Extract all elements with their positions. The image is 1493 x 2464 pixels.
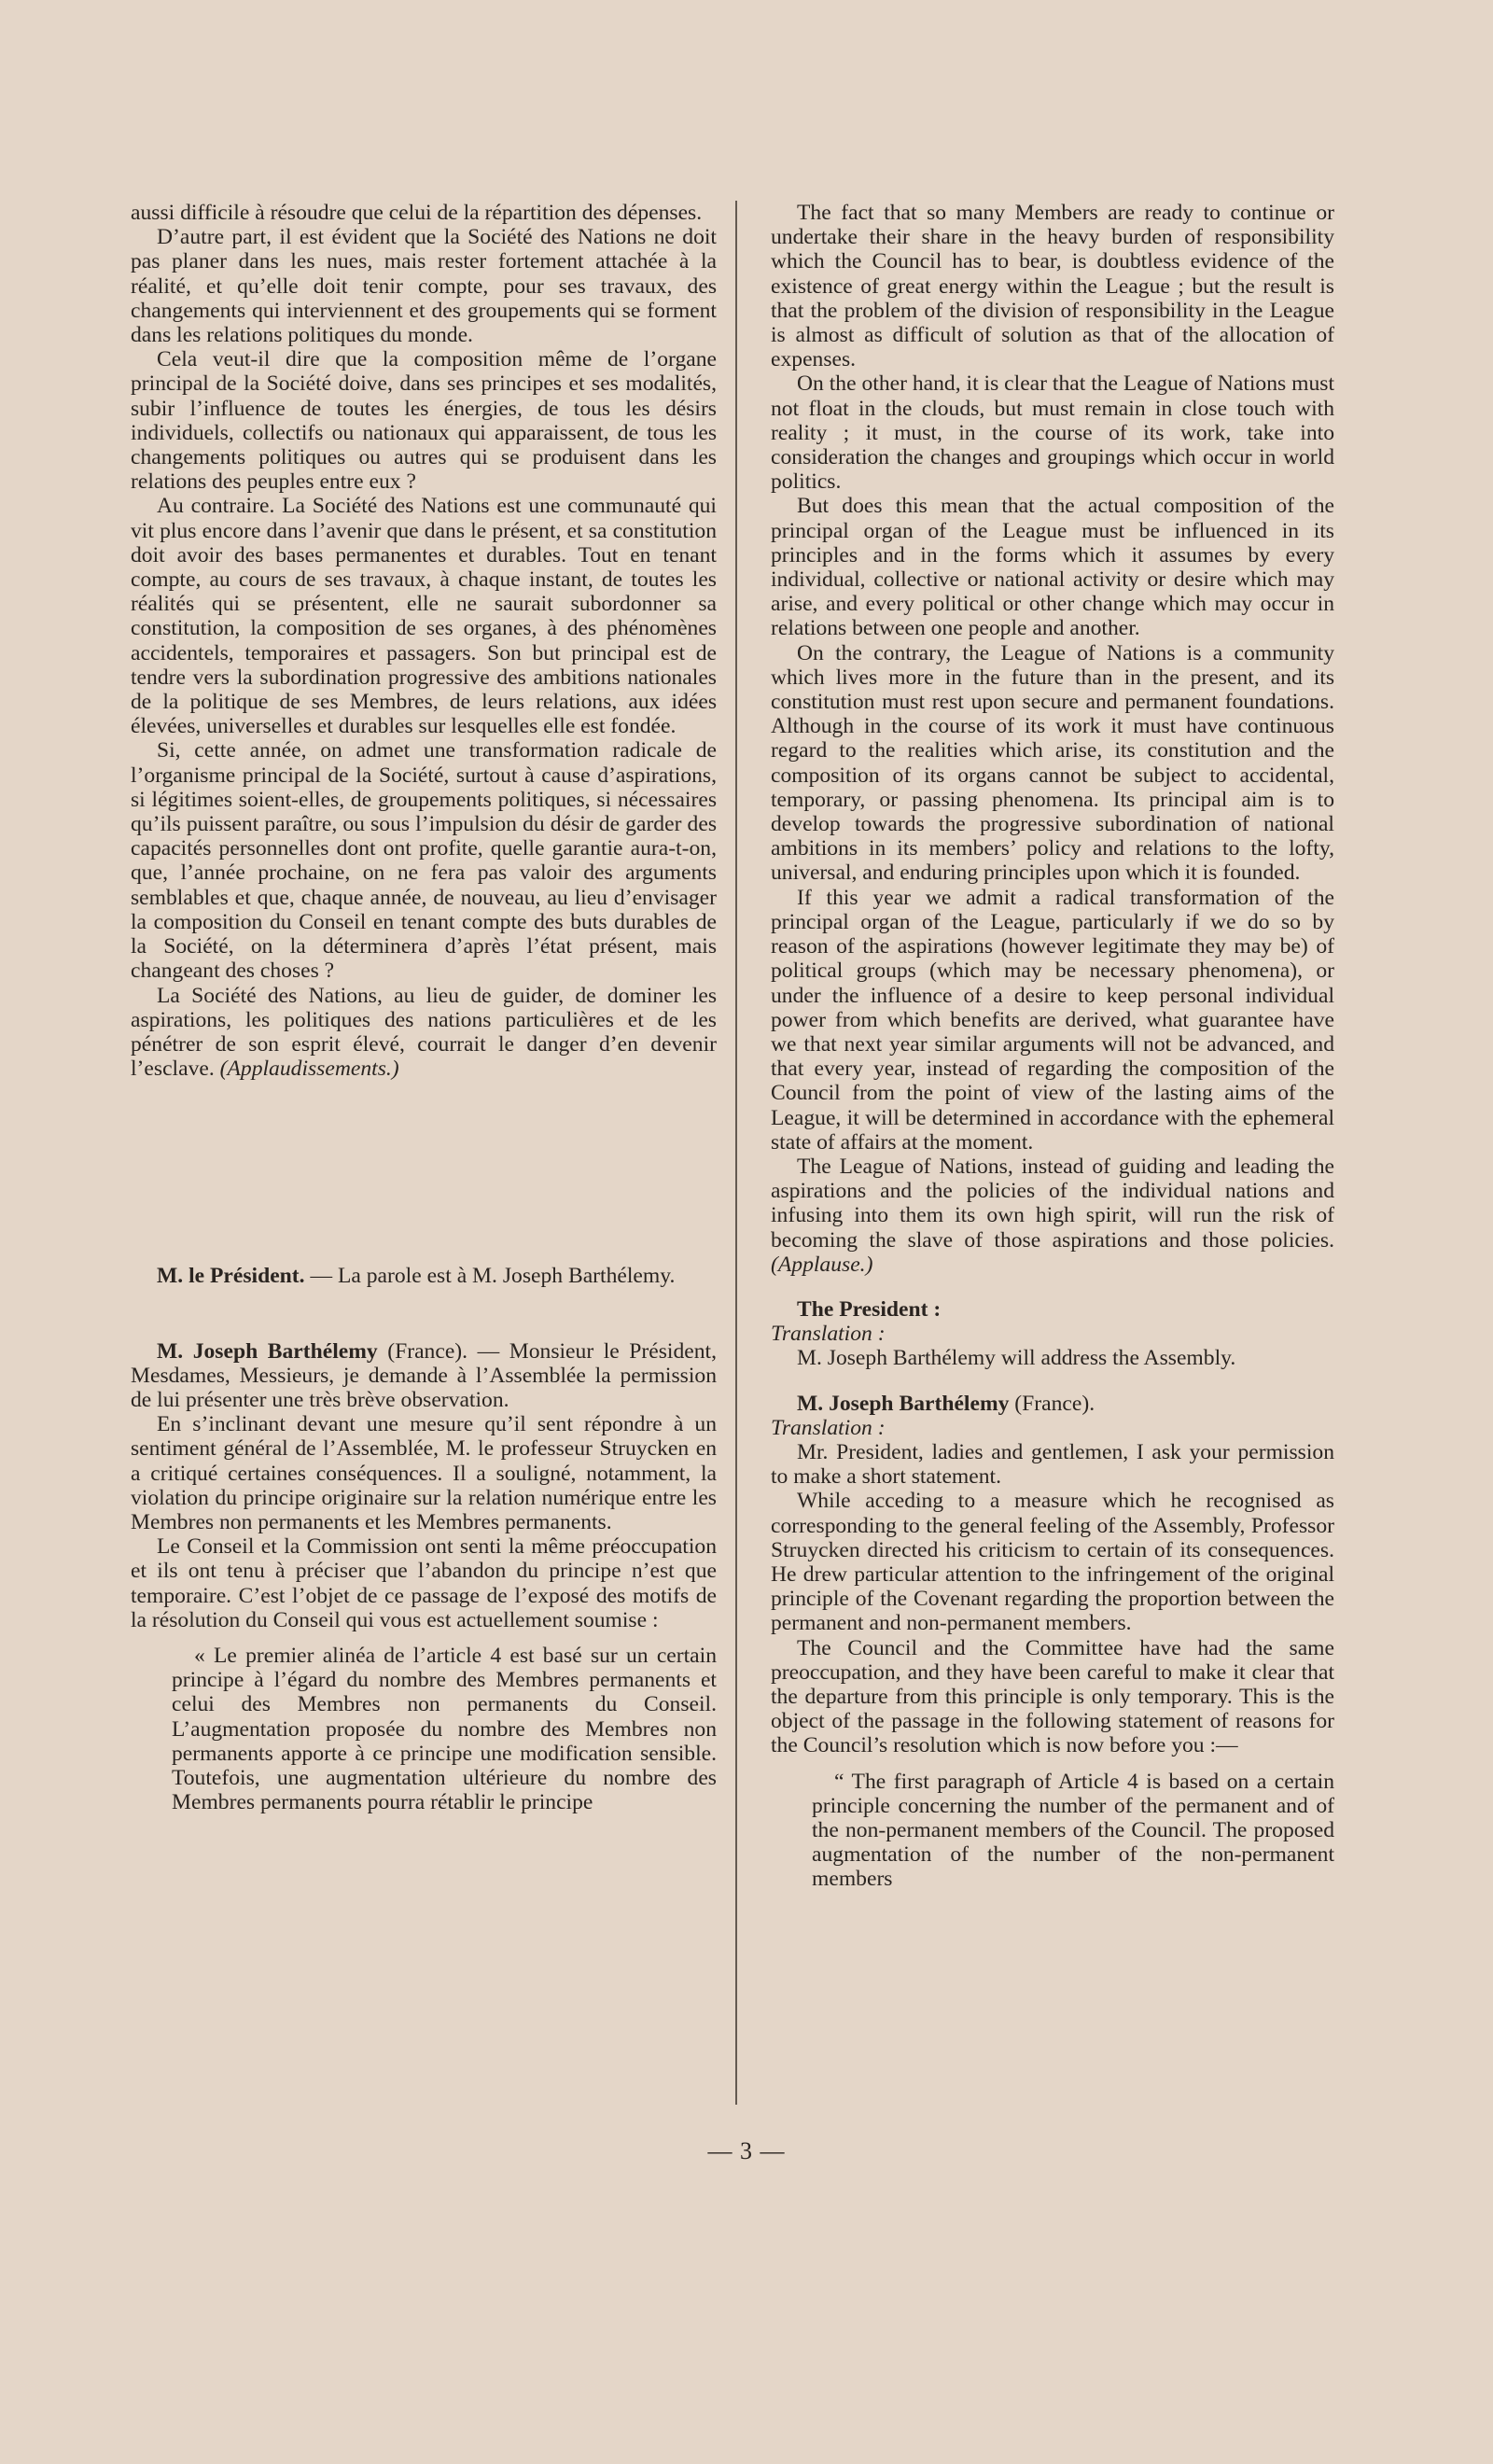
- english-column: [771, 201, 1334, 1892]
- fr-quote: « Le premier alinéa de l’article 4 est basé sur un certain principe à l’égard du nombre des Membres permanents et celui des Membres non permanents du Conseil. L’augmentation proposée du nombre des Membres non permanents apporte à ce principe une modification sensible. Toutefois, une augmentation ultérieure du nombre des Membres permanents pourra rétablir le principe: [172, 1643, 717, 1815]
- en-paragraph-4: On the contrary, the League of Nations is a community which lives more in the future than in the present, and its constitution must rest upon secure and permanent foundations. Although in the course of its work it must have continuous regard to the realities which arise, its constitution and the composition of its organs cannot be subject to accidental, temporary, or passing phenomena. Its principal aim is to develop towards the progressive subordination of national ambitions in its members’ policy and relations to the lofty, universal, and enduring principles upon which it is founded.: [771, 640, 1334, 886]
- fr-barthelemy-intro: [131, 1339, 717, 1413]
- en-president-speaker: The President :: [797, 1296, 942, 1322]
- fr-president-text: — La parole est à M. Joseph Barthélemy.: [304, 1264, 676, 1289]
- en-barthelemy-intro: [771, 1392, 1334, 1416]
- french-column: [131, 201, 717, 1814]
- fr-paragraph-3: Cela veut-il dire que la composition même de l’organe principal de la Société doive, dans ses principes et ses modalités, subir l’influence de toutes les énergies, de tous les désirs individuels, collectifs ou nationaux qui apparaissent, de tous les changements politiques ou autres qui se produisent dans les relations des peuples entre eux ?: [131, 347, 717, 495]
- fr-paragraph-6-text: La Société des Nations, au lieu de guider, de dominer les aspirations, les politiques des nations particulières et de les pénétrer de son esprit élevé, courrait le danger d’en devenir l’esclave.: [131, 983, 717, 1082]
- en-translation-label-2: Translation :: [771, 1415, 886, 1440]
- en-paragraph-6: [771, 1155, 1334, 1277]
- fr-paragraph-6: [131, 984, 717, 1082]
- en-barthelemy-country: (France).: [1009, 1391, 1095, 1416]
- page-number: — 3 —: [707, 2137, 786, 2164]
- fr-paragraph-7: En s’inclinant devant une mesure qu’il sent répondre à un sentiment général de l’Assemblée, M. le professeur Struycken en a critiqué certaines conséquences. Il a souligné, notamment, la violation du principe originaire sur la relation numérique entre les Membres non permanents et les Membres permanents.: [131, 1412, 717, 1534]
- en-quote: “ The first paragraph of Article 4 is based on a certain principle concerning the number of the permanent and of the non-permanent members of the Council. The proposed augmentation of the number of the non-permanent members: [812, 1769, 1334, 1892]
- fr-president-speaker: M. le Président.: [157, 1264, 305, 1289]
- fr-president-remark: [131, 1264, 717, 1288]
- en-president-text: M. Joseph Barthélemy will address the Assembly.: [797, 1346, 1236, 1371]
- en-paragraph-5: If this year we admit a radical transformation of the principal organ of the League, particularly if we do so by reason of the aspirations (however legitimate they may be) of political groups (which may be necessary phenomena), or under the influence of a desire to keep personal individual power from which benefits are derived, what guarantee have we that next year similar arguments will not be advanced, and that every year, instead of regarding the composition of the Council from the point of view of the lasting aims of the League, it will be determined in accordance with the ephemeral state of affairs at the moment.: [771, 885, 1334, 1155]
- fr-paragraph-2: D’autre part, il est évident que la Société des Nations ne doit pas planer dans les nues, mais rester fortement attachée à la réalité, et qu’elle doit tenir compte, pour ses travaux, des changements qui interviennent et des groupements qui se forment dans les relations politiques du monde.: [131, 225, 717, 348]
- en-barthelemy-speaker: M. Joseph Barthélemy: [797, 1391, 1010, 1416]
- en-paragraph-2: On the other hand, it is clear that the League of Nations must not float in the clouds, but must remain in close touch with reality ; it must, in the course of its work, take into consideration the changes and groupings which occur in world politics.: [771, 371, 1334, 495]
- en-applause: (Applause.): [771, 1252, 873, 1277]
- en-paragraph-9: The Council and the Committee have had the same preoccupation, and they have been careful to make it clear that the departure from this principle is only temporary. This is the object of the passage in the following statement of reasons for the Council’s resolution which is now before you :—: [771, 1635, 1334, 1758]
- en-paragraph-7: Mr. President, ladies and gentlemen, I ask your permission to make a short statement.: [771, 1439, 1334, 1490]
- fr-paragraph-5: Si, cette année, on admet une transformation radicale de l’organisme principal de la Société, surtout à cause d’aspirations, si légitimes soient-elles, de groupements politiques, si nécessaires qu’ils puissent paraître, ou sous l’impulsion du désir de garder des capacités personnelles dont ont profite, quelle garantie aura-t-on, que, l’année prochaine, on ne fera pas valoir des arguments semblables et que, chaque année, de nouveau, au lieu d’envisager la composition du Conseil en tenant compte des buts durables de la Société, on la déterminera d’après l’état présent, mais changeant des choses ?: [131, 738, 717, 984]
- fr-paragraph-8: Le Conseil et la Commission ont senti la même préoccupation et ils ont tenu à préciser que l’abandon du principe n’est que temporaire. C’est l’objet de ce passage de l’exposé des motifs de la résolution du Conseil qui vous est actuellement soumise :: [131, 1534, 717, 1632]
- en-paragraph-8: While acceding to a measure which he recognised as corresponding to the general feeling of the Assembly, Professor Struycken directed his criticism to certain of its consequences. He drew particular attention to the infringement of the original principle of the Covenant regarding the proportion between the permanent and non-permanent members.: [771, 1489, 1334, 1636]
- en-translation-label-1: Translation :: [771, 1322, 886, 1347]
- en-paragraph-6-text: The League of Nations, instead of guiding and leading the aspirations and the policies of the individual nations and infusing into them its own high spirit, will run the risk of becoming the slave of those aspirations and those policies.: [771, 1154, 1334, 1253]
- fr-paragraph-4: Au contraire. La Société des Nations est une communauté qui vit plus encore dans l’avenir que dans le présent, et sa constitution doit avoir des bases permanentes et durables. Tout en tenant compte, au cours de ses travaux, à chaque instant, de toutes les réalités qui se présentent, elle ne saurait subordonner sa constitution, la composition de ses organes, à des phénomènes accidentels, temporaires et passagers. Son but principal est de tendre vers la subordination progressive des ambitions nationales de la politique de ses Membres, de leurs relations, aux idées élevées, universelles et durables sur lesquelles elle est fondée.: [131, 494, 717, 739]
- fr-barthelemy-speaker: M. Joseph Barthélemy: [157, 1338, 378, 1364]
- column-divider: [735, 201, 737, 2105]
- en-paragraph-3: But does this mean that the actual composition of the principal organ of the League must be influenced in its principles and in the forms which it assumes by every individual, collective or national activity or desire which may arise, and every political or other change which may occur in relations between one people and another.: [771, 494, 1334, 641]
- en-paragraph-1: The fact that so many Members are ready to continue or undertake their share in the heavy burden of responsibility which the Council has to bear, is doubtless evidence of the existence of great energy within the League ; but the result is that the problem of the division of responsibility in the League is almost as difficult of solution as that of the allocation of expenses.: [771, 201, 1334, 372]
- fr-barthelemy-text: (France). — Monsieur le Président, Mesdames, Messieurs, je demande à l’Assemblée la permission de lui présenter une très brève observation.: [131, 1338, 718, 1412]
- fr-applause: (Applaudissements.): [219, 1057, 399, 1082]
- fr-paragraph-1: aussi difficile à résoudre que celui de la répartition des dépenses.: [131, 201, 703, 225]
